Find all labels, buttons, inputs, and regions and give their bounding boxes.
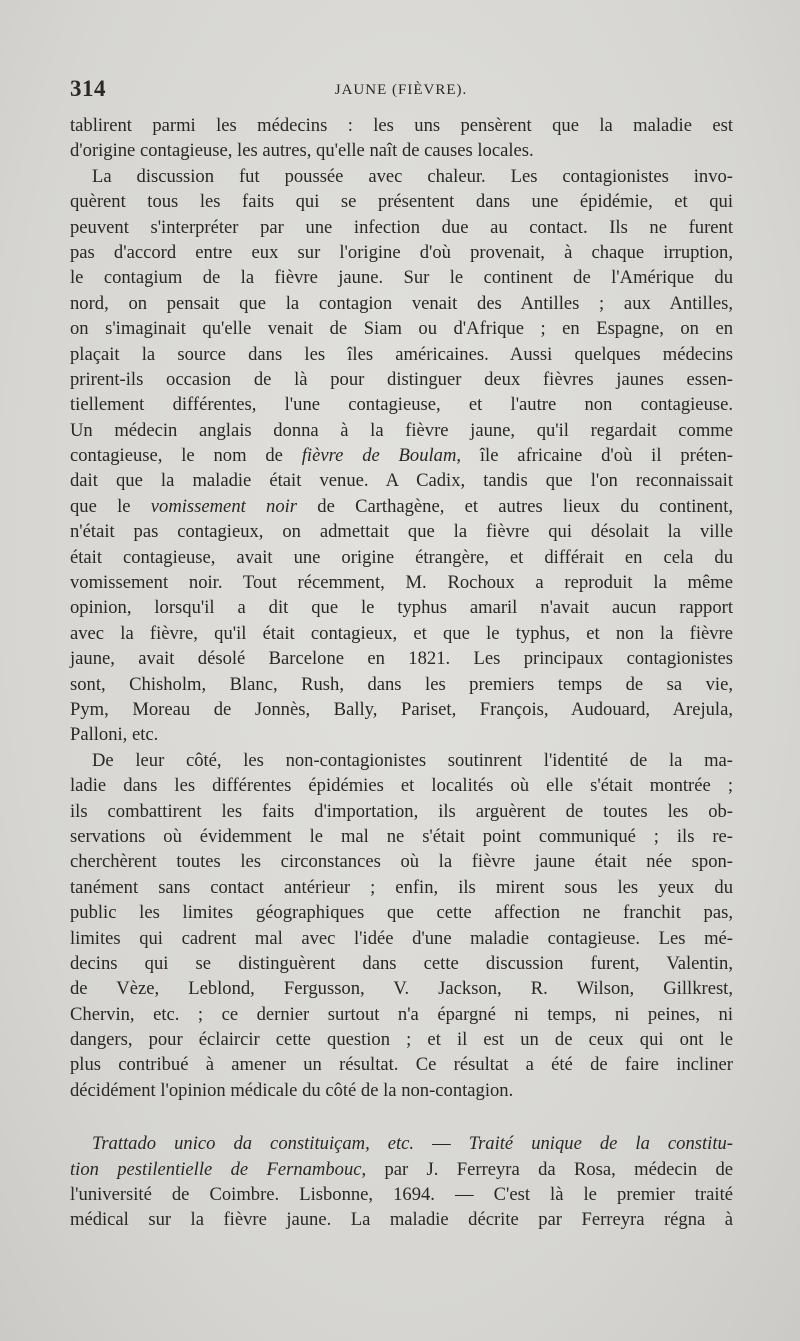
- text-line: vomissement noir. Tout récemment, M. Rochoux a reproduit la même: [70, 572, 733, 594]
- text-line: d'origine contagieuse, les autres, qu'elle naît de causes locales.: [70, 140, 534, 162]
- text-line: dangers, pour éclaircir cette question ; et il est un de ceux qui ont le: [70, 1029, 733, 1051]
- text-line: ils combattirent les faits d'importation, ils arguèrent de toutes les ob-: [70, 800, 733, 822]
- text-line-with-italic: Trattado unico da constituiçam, etc. — Traité unique de la constitu-: [92, 1133, 733, 1155]
- text-line-with-italic: que le vomissement noir de Carthagène, et autres lieux du continent,: [70, 495, 734, 517]
- text-line: l'université de Coimbre. Lisbonne, 1694. — C'est là le premier traité: [70, 1184, 733, 1206]
- paragraph-1: [70, 113, 733, 164]
- text-line: quèrent tous les faits qui se présentent dans une épidémie, et qui: [70, 191, 733, 213]
- text-line: avec la fièvre, qu'il était contagieux, et que le typhus, et non la fièvre: [70, 622, 733, 644]
- text-line: dait que la maladie était venue. A Cadix, tandis que l'on reconnaissait: [70, 470, 733, 492]
- text-line: tiellement différentes, l'une contagieuse, et l'autre non contagieuse.: [70, 394, 733, 416]
- text-line: Palloni, etc.: [70, 724, 159, 746]
- text-line: opinion, lorsqu'il a dit que le typhus amaril n'avait aucun rapport: [70, 597, 733, 619]
- text-line: limites qui cadrent mal avec l'idée d'une maladie contagieuse. Les mé-: [70, 927, 733, 949]
- text-line: servations où évidemment le mal ne s'était point communiqué ; ils re-: [70, 825, 733, 847]
- text-line: ladie dans les différentes épidémies et localités où elle s'était montrée ;: [70, 775, 733, 797]
- text-line-with-italic: contagieuse, le nom de fièvre de Boulam, île africaine d'où il préten-: [70, 445, 733, 467]
- text-line: public les limites géographiques que cette affection ne franchit pas,: [70, 902, 733, 924]
- page-number: 314: [70, 76, 106, 101]
- text-line: plus contribué à amener un résultat. Ce résultat a été de faire incliner: [70, 1054, 733, 1076]
- text-line: decins qui se distinguèrent dans cette discussion furent, Valentin,: [70, 952, 733, 974]
- text-line: médical sur la fièvre jaune. La maladie décrite par Ferreyra régna à: [70, 1209, 733, 1231]
- text-line: tablirent parmi les médecins : les uns pensèrent que la maladie est: [70, 115, 733, 136]
- text-line: tanément sans contact antérieur ; enfin, ils mirent sous les yeux du: [70, 876, 733, 898]
- text-line: n'était pas contagieux, on admettait que la fièvre qui désolait la ville: [70, 521, 733, 543]
- paragraph-2: [70, 164, 733, 748]
- bibliography-entry: [70, 1131, 733, 1233]
- page-body: [70, 113, 733, 1233]
- text-line-with-italic: tion pestilentielle de Fernambouc, par J. Ferreyra da Rosa, médecin de: [70, 1158, 734, 1180]
- text-line: décidément l'opinion médicale du côté de la non-contagion.: [70, 1079, 514, 1101]
- text-line: De leur côté, les non-contagionistes soutinrent l'identité de la ma-: [92, 749, 733, 771]
- running-title: JAUNE (FIÈVRE).: [334, 82, 468, 98]
- page-header: [70, 76, 732, 110]
- text-line: Chervin, etc. ; ce dernier surtout n'a épargné ni temps, ni peines, ni: [70, 1003, 733, 1025]
- text-line: nord, on pensait que la contagion venait des Antilles ; aux Antilles,: [70, 292, 733, 314]
- text-line: plaçait la source dans les îles américaines. Aussi quelques médecins: [70, 343, 733, 365]
- text-line: La discussion fut poussée avec chaleur. Les contagionistes invo-: [92, 165, 733, 187]
- text-line: sont, Chisholm, Blanc, Rush, dans les premiers temps de sa vie,: [70, 673, 733, 695]
- section-gap: [70, 1103, 733, 1131]
- text-line: Un médecin anglais donna à la fièvre jaune, qu'il regardait comme: [70, 419, 733, 441]
- text-line: peuvent s'interpréter par une infection due au contact. Ils ne furent: [70, 216, 733, 238]
- text-line: le contagium de la fièvre jaune. Sur le continent de l'Amérique du: [70, 267, 733, 289]
- text-line: on s'imaginait qu'elle venait de Siam ou d'Afrique ; en Espagne, on en: [70, 318, 733, 340]
- text-line: était contagieuse, avait une origine étrangère, et différait en cela du: [70, 546, 733, 568]
- text-line: pas d'accord entre eux sur l'origine d'où provenait, à chaque irruption,: [70, 241, 733, 263]
- text-line: cherchèrent toutes les circonstances où la fièvre jaune était née spon-: [70, 851, 733, 873]
- text-line: Pym, Moreau de Jonnès, Bally, Pariset, François, Audouard, Arejula,: [70, 698, 733, 720]
- text-line: de Vèze, Leblond, Fergusson, V. Jackson, R. Wilson, Gillkrest,: [70, 978, 733, 1000]
- text-line: prirent-ils occasion de là pour distinguer deux fièvres jaunes essen-: [70, 368, 733, 390]
- text-line: jaune, avait désolé Barcelone en 1821. Les principaux contagionistes: [70, 648, 733, 670]
- paragraph-3: [70, 748, 733, 1103]
